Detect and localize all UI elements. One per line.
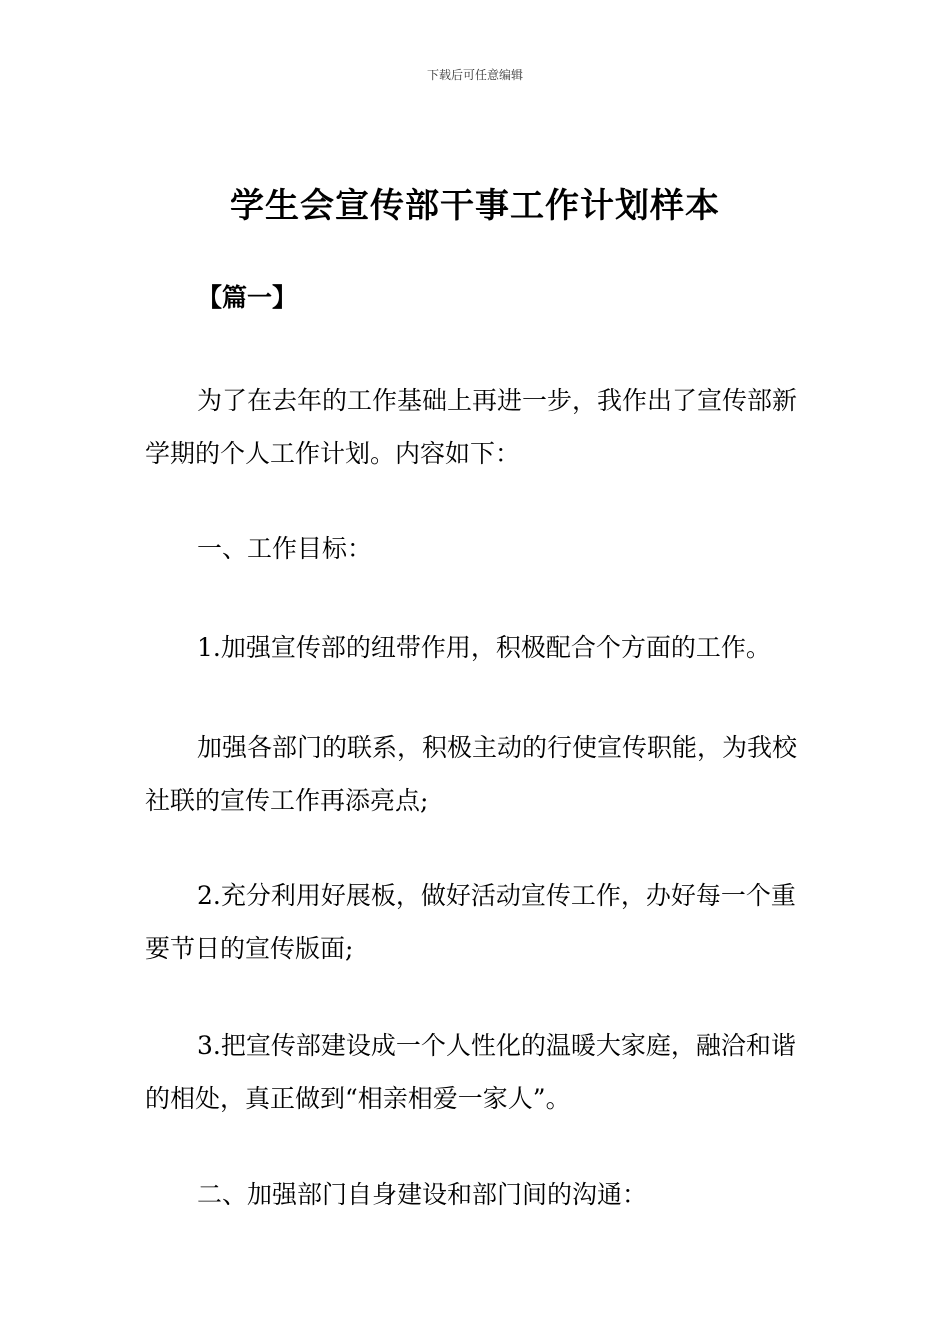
heading-work-goals: 一、工作目标： <box>197 534 373 563</box>
paragraph-goal-3: 3.把宣传部建设成一个人性化的温暖大家庭，融洽和谐的相处，真正做到“相亲相爱一家人”。 <box>145 1031 796 1113</box>
paragraph-goal-1-detail: 加强各部门的联系，积极主动的行使宣传职能，为我校社联的宣传工作再添亮点; <box>145 733 798 815</box>
page-header-note: 下载后可任意编辑 <box>426 68 523 82</box>
section-tag: 【篇一】 <box>197 283 298 312</box>
document-title: 学生会宣传部干事工作计划样本 <box>230 186 720 226</box>
paragraph-intro: 为了在去年的工作基础上再进一步，我作出了宣传部新学期的个人工作计划。内容如下： <box>145 386 798 468</box>
heading-department-building: 二、加强部门自身建设和部门间的沟通： <box>197 1180 648 1209</box>
paragraph-goal-1: 1.加强宣传部的纽带作用，积极配合个方面的工作。 <box>197 633 771 662</box>
paragraph-goal-2: 2.充分利用好展板，做好活动宣传工作，办好每一个重要节日的宣传版面; <box>145 881 796 963</box>
